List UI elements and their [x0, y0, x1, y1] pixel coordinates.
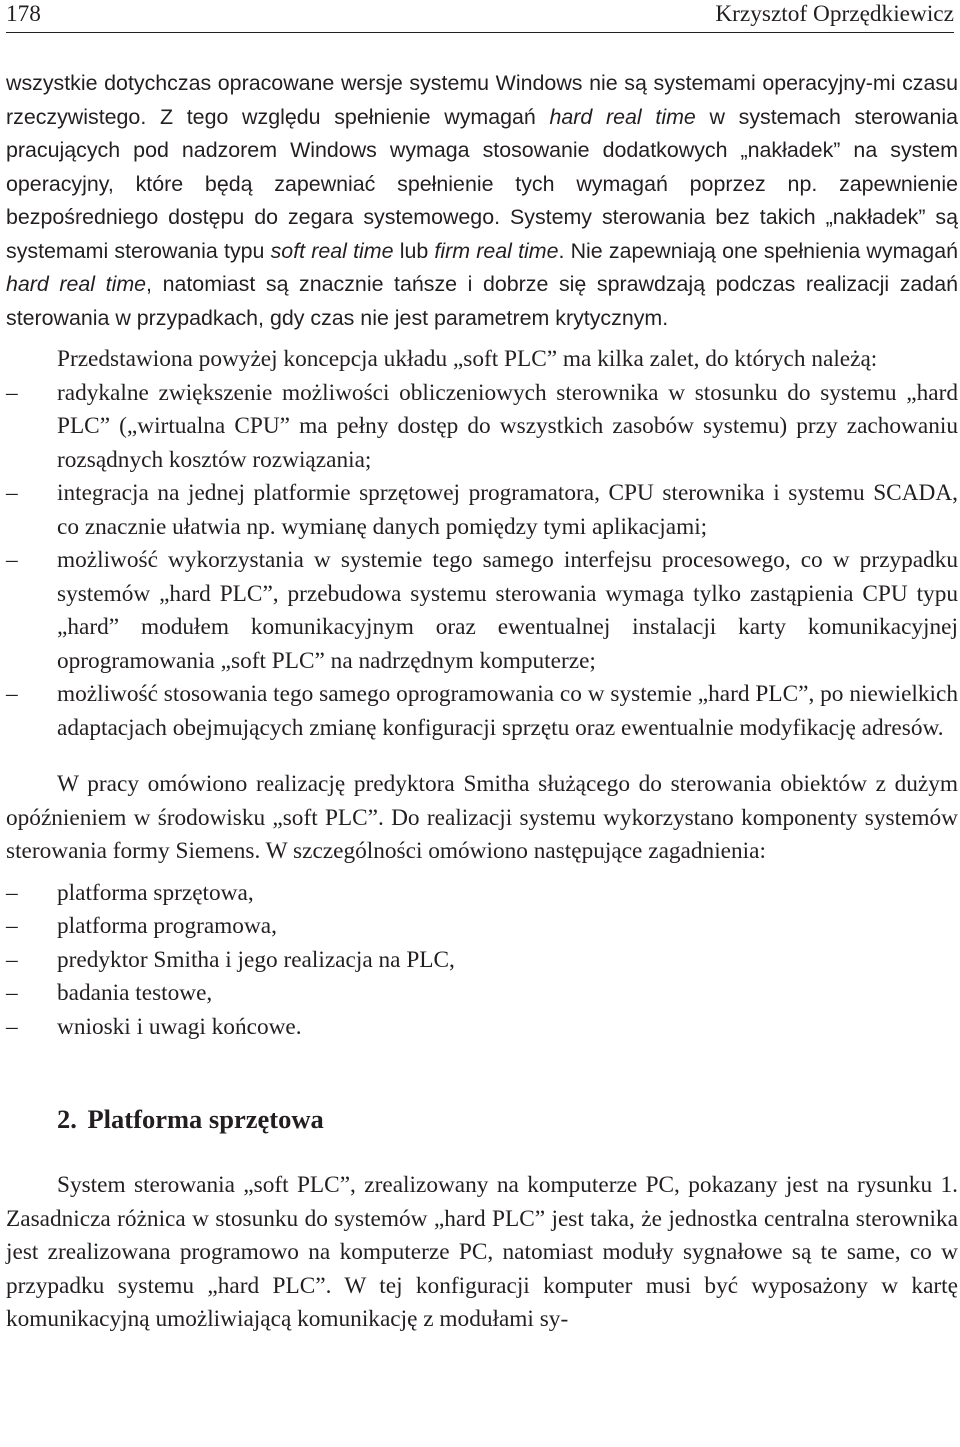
list-item-text: platforma programowa,: [57, 913, 277, 939]
section-heading: [6, 1102, 958, 1136]
list-item-text: integracja na jednej platformie sprzętowej programatora, CPU sterownika i systemu SCADA, co znacznie ułatwia np. wymianę danych pomiędzy tymi aplikacjami;: [57, 480, 958, 540]
list-dash: –: [6, 913, 18, 939]
paragraph-intro: [6, 67, 958, 335]
paragraph-scope: W pracy omówiono realizację predyktora Smitha służącego do sterowania obiektów z dużym opóźnieniem w środowisku „soft PLC”. Do realizacji systemu wykorzystano komponenty systemów sterowania formy Siemens. W szczególności omówiono następujące zagadnienia:: [6, 771, 958, 864]
text-run: . Nie zapewniają one spełnienia wymagań: [558, 238, 958, 263]
text-run: wszystkie dotychczas opracowane wersje systemu Windows nie są systemami operacyjny-mi czasu rzeczywistego. Z tego względu spełnienie wymagań: [6, 71, 958, 129]
text-run: lub: [393, 238, 435, 263]
list-item-text: badania testowe,: [57, 980, 213, 1006]
topic-item: [6, 977, 958, 1011]
topics-list: [6, 877, 958, 1045]
list-dash: –: [6, 1013, 18, 1040]
text-run: w systemach sterowania pracujących pod nadzorem Windows wymaga stosowanie dodatkowych „nakładek” na system operacyjny, które będą zapewniać spełnienie tych wymagań poprzez np. zapewnienie bezpośredniego dostępu do zegara systemowego. Systemy sterowania bez takich „nakładek” są systemami sterowania typu: [6, 104, 958, 263]
page-number: 178: [6, 1, 41, 27]
list-dash: –: [6, 980, 18, 1006]
topic-item: [6, 944, 958, 978]
list-dash: –: [6, 379, 18, 406]
advantage-item: [6, 678, 958, 745]
section-number: 2.: [57, 1104, 77, 1134]
advantages-list: [6, 377, 958, 746]
advantage-item: [6, 377, 958, 478]
running-author: Krzysztof Oprzędkiewicz: [715, 1, 954, 27]
list-dash: –: [6, 681, 18, 707]
paragraph-advantages-intro: Przedstawiona powyżej koncepcja układu „soft PLC” ma kilka zalet, do których należą:: [57, 346, 878, 372]
list-item-text: radykalne zwiększenie możliwości obliczeniowych sterownika w stosunku do systemu „hard PLC” („wirtualna CPU” ma pełny dostęp do wszystkich zasobów systemu) przy zachowaniu rozsądnych kosztów rozwiązania;: [57, 379, 958, 473]
text-run: , natomiast są znacznie tańsze i dobrze się sprawdzają podczas realizacji zadań sterowania w przypadkach, gdy czas nie jest parametrem krytycznym.: [6, 272, 958, 330]
list-item-text: platforma sprzętowa,: [57, 879, 254, 906]
advantage-item: [6, 544, 958, 678]
italic-term: firm real time: [434, 238, 559, 263]
list-dash: –: [6, 480, 18, 506]
topic-item: [6, 1011, 958, 1045]
italic-term: hard real time: [6, 272, 147, 296]
italic-term: soft real time: [270, 238, 394, 263]
list-dash: –: [6, 547, 18, 573]
advantage-item: [6, 477, 958, 544]
section-title: Platforma sprzętowa: [87, 1104, 324, 1134]
list-item-text: możliwość stosowania tego samego oprogramowania co w systemie „hard PLC”, po niewielkich adaptacjach obejmujących zmianę konfiguracji sprzętu oraz ewentualnie modyfikację adresów.: [57, 681, 958, 741]
paragraph-platform: System sterowania „soft PLC”, zrealizowany na komputerze PC, pokazany jest na rysunku 1. Zasadnicza różnica w stosunku do systemów „hard PLC” jest taka, że jednostka centralna sterownika jest zrealizowana programowo na komputerze PC, natomiast moduły sygnałowe są te same, co w przypadku systemu „hard PLC”. W tej konfiguracji komputer musi być wyposażony w kartę komunikacyjną umożliwiającą komunikację z modułami sy-: [6, 1172, 958, 1332]
list-dash: –: [6, 879, 18, 906]
list-item-text: możliwość wykorzystania w systemie tego samego interfejsu procesowego, co w przypadku systemów „hard PLC”, przebudowa systemu sterowania wymaga tylko zastąpienia CPU typu „hard” modułem komunikacyjnym oraz ewentualnej instalacji karty komunikacyjnej oprogramowania „soft PLC” na nadrzędnym komputerze;: [57, 547, 958, 674]
list-dash: –: [6, 946, 18, 973]
page-body: [6, 67, 958, 1337]
running-header: [6, 0, 954, 33]
topic-item: [6, 877, 958, 911]
topic-item: [6, 910, 958, 944]
italic-term: hard real time: [549, 104, 696, 129]
list-item-text: wnioski i uwagi końcowe.: [57, 1013, 302, 1040]
list-item-text: predyktor Smitha i jego realizacja na PLC,: [57, 946, 455, 973]
